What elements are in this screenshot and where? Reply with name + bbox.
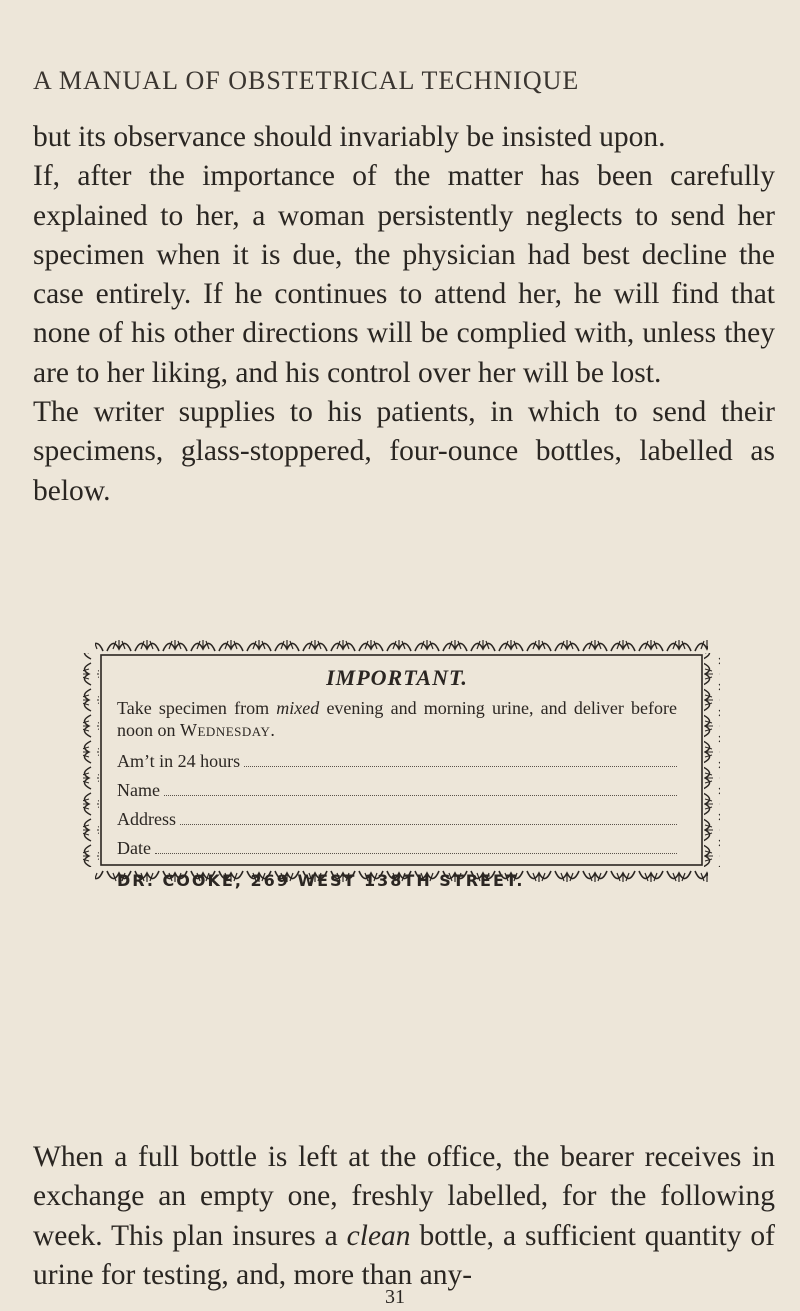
field-label: Name	[117, 780, 160, 800]
field-amount	[117, 751, 677, 780]
instruction-day: Wednesday.	[180, 720, 276, 740]
label-instructions	[117, 697, 677, 741]
instruction-italic-word: mixed	[276, 698, 320, 718]
text-start: When a full bottle is left at the office, the bearer receives in exchange an empty one, freshly labelled, for the following week. This plan insures a	[33, 1141, 775, 1252]
label-title: IMPORTANT.	[326, 665, 468, 690]
field-address	[117, 809, 677, 838]
field-label: Address	[117, 809, 176, 829]
field-label: Date	[117, 838, 151, 858]
field-name	[117, 780, 677, 809]
dotted-line	[155, 839, 677, 854]
page-number: 31	[385, 1286, 405, 1308]
paragraph-continuation: but its observance should invariably be insisted upon.	[33, 121, 666, 153]
bottle-label	[77, 635, 726, 890]
paragraph-writer-supplies: The writer supplies to his patients, in which to send their specimens, glass-stoppered, four-ounce bottles, labelled as below.	[33, 396, 775, 507]
top-text-block	[33, 118, 775, 511]
running-head: A MANUAL OF OBSTETRICAL TECHNIQUE	[33, 66, 580, 95]
paragraph-physician: If, after the importance of the matter has been carefully explained to her, a woman persistently neglects to send her specimen when it is due, the physician had best decline the case entirely. If he continues to attend her, he will find that none of his other directions will be complied with, unless they are to her liking, and his control over her will be lost.	[33, 160, 775, 389]
paragraph-full-bottle	[33, 1138, 775, 1295]
label-content	[117, 665, 677, 890]
italic-word: clean	[346, 1219, 411, 1252]
instruction-text-start: Take specimen from	[117, 698, 277, 718]
dotted-line	[164, 781, 677, 796]
dotted-line	[244, 752, 677, 767]
label-footer-address: DR. COOKE, 269 WEST 138TH STREET.	[117, 871, 525, 890]
bottom-text-block	[33, 1138, 775, 1295]
dotted-line	[180, 810, 677, 825]
field-date	[117, 838, 677, 867]
instruction-text-middle: evening and morning urine, and deliver before noon on	[117, 698, 677, 740]
field-label: Am’t in 24 hours	[117, 751, 241, 771]
text-end: bottle, a sufficient quantity of urine for testing, and, more than any-	[33, 1219, 775, 1291]
